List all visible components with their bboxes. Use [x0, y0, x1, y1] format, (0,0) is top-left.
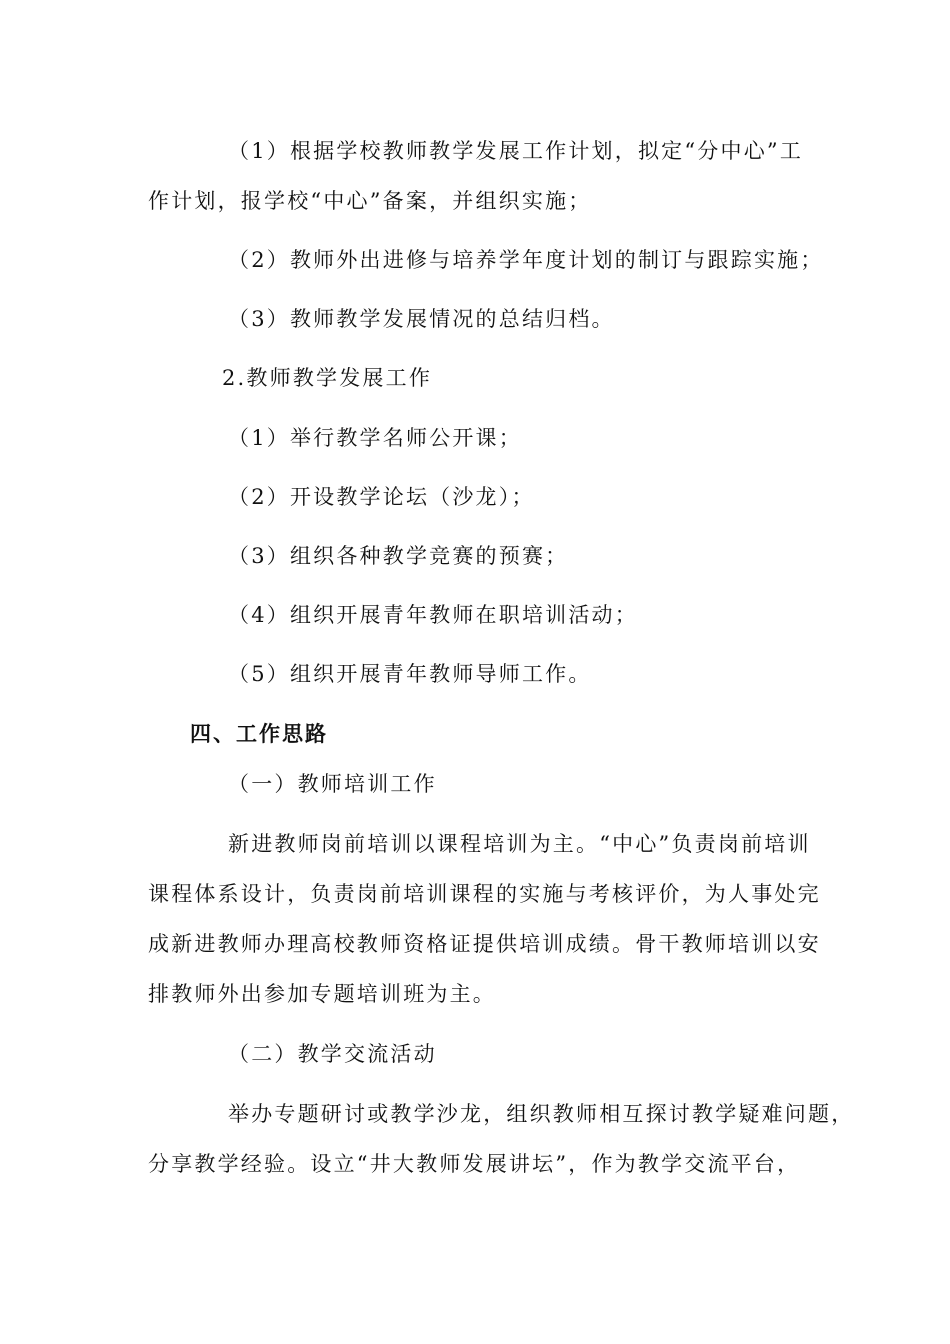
- plan-item-1-cont: 作计划，报学校“中心”备案，并组织实施；: [148, 189, 592, 213]
- paragraph-1-line-1: 新进教师岗前培训以课程培训为主。“中心”负责岗前培训: [228, 832, 811, 856]
- work-item-1: （1）举行教学名师公开课；: [228, 426, 522, 450]
- paragraph-2-line-2: 分享教学经验。设立“井大教师发展讲坛”，作为教学交流平台，: [148, 1152, 801, 1176]
- paragraph-1-line-3: 成新进教师办理高校教师资格证提供培训成绩。骨干教师培训以安: [148, 932, 821, 956]
- work-item-2: （2）开设教学论坛（沙龙）；: [228, 485, 535, 509]
- plan-item-1: （1）根据学校教师教学发展工作计划，拟定“分中心”工: [228, 139, 804, 163]
- subsection-2-title: （二）教学交流活动: [228, 1042, 437, 1066]
- subsection-1-title: （一）教师培训工作: [228, 772, 437, 796]
- subheading-teaching-development: 2.教师教学发展工作: [222, 366, 433, 390]
- paragraph-1-line-4: 排教师外出参加专题培训班为主。: [148, 982, 496, 1006]
- plan-item-3: （3）教师教学发展情况的总结归档。: [228, 307, 615, 331]
- paragraph-1-line-2: 课程体系设计，负责岗前培训课程的实施与考核评价，为人事处完: [148, 882, 821, 906]
- plan-item-2: （2）教师外出进修与培养学年度计划的制订与跟踪实施；: [228, 248, 824, 272]
- work-item-4: （4）组织开展青年教师在职培训活动；: [228, 603, 638, 627]
- paragraph-2-line-1: 举办专题研讨或教学沙龙，组织教师相互探讨教学疑难问题，: [228, 1102, 855, 1126]
- work-item-3: （3）组织各种教学竞赛的预赛；: [228, 544, 569, 568]
- work-item-5: （5）组织开展青年教师导师工作。: [228, 662, 592, 686]
- section-heading: 四、工作思路: [190, 722, 328, 746]
